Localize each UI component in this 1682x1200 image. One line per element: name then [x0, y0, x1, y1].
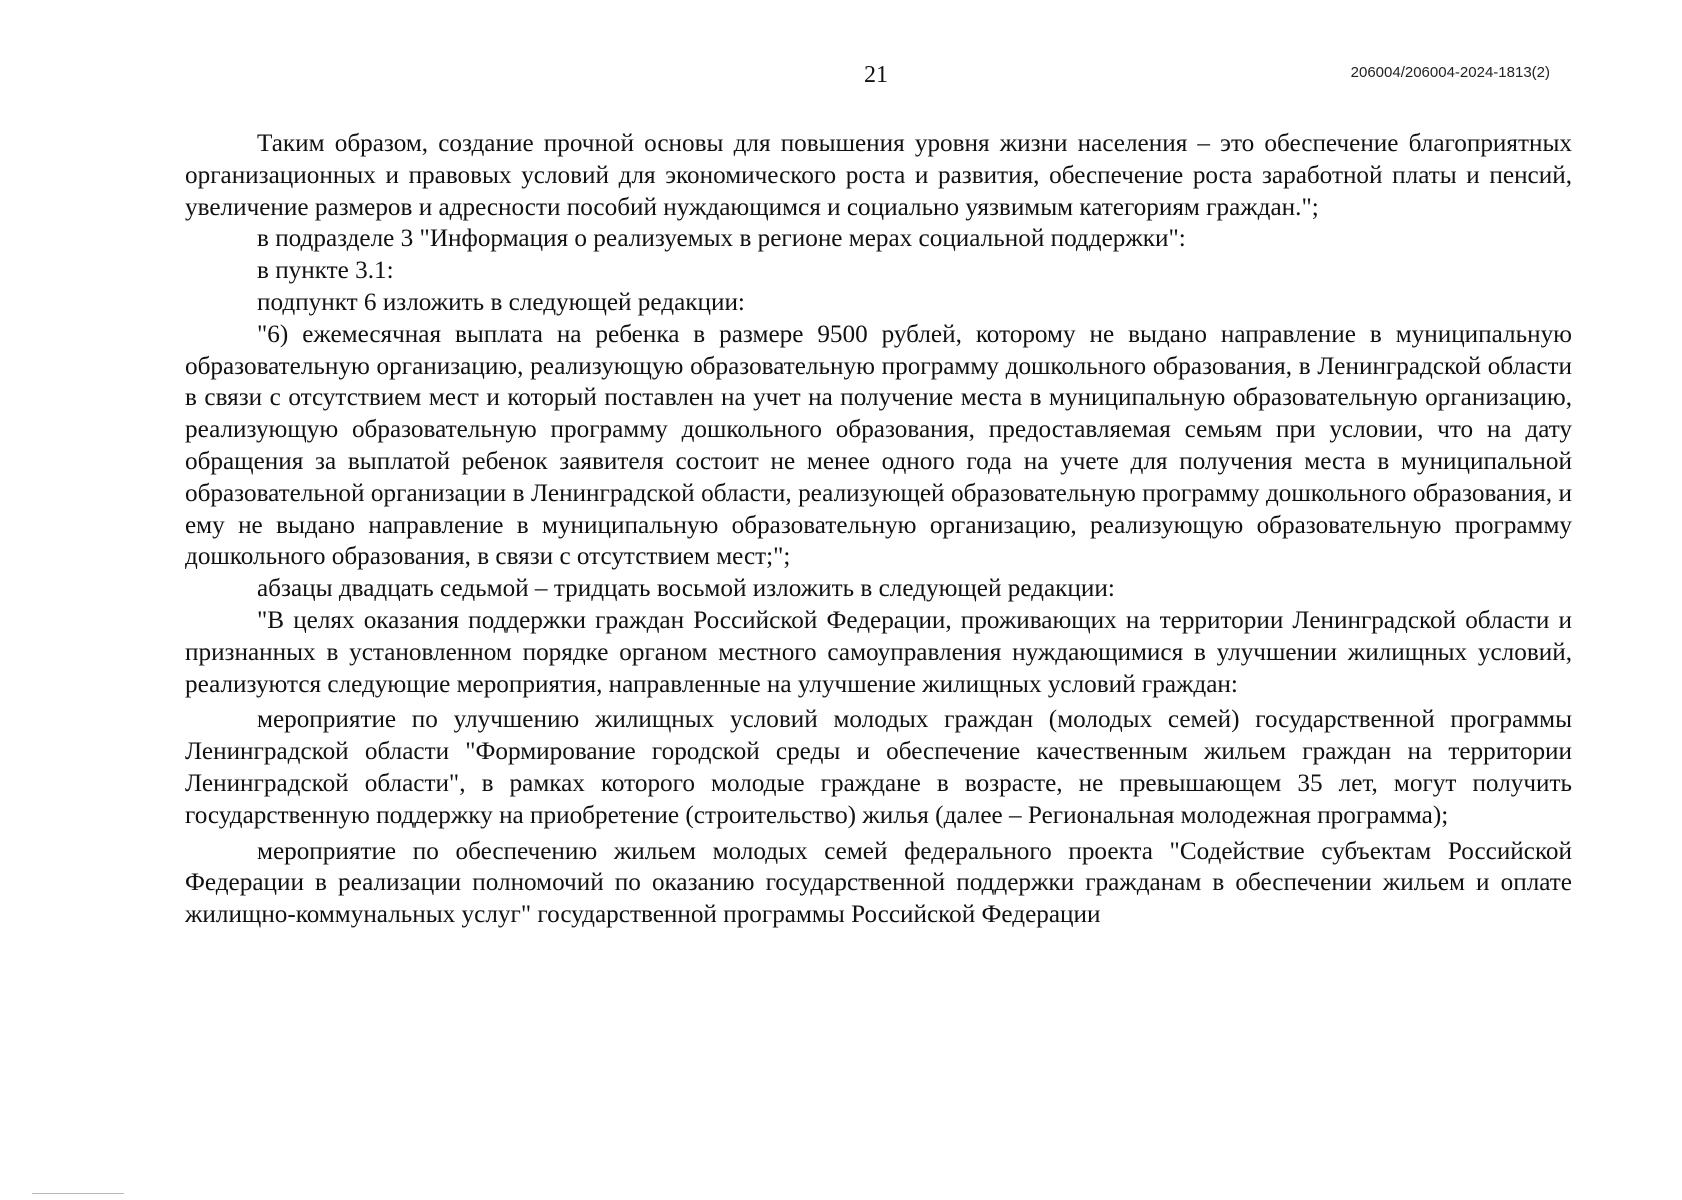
paragraph-federal-project: мероприятие по обеспечению жильем молодых семей федерального проекта "Содействие субъектам Российской Федерации в реализации полномочий по оказанию государственной поддержки гражданам в обеспечении жильем и оплате жилищно-коммунальных услуг" государственной программы Российской Федерации — [185, 837, 1572, 929]
paragraph-housing-support: "В целях оказания поддержки граждан Российской Федерации, проживающих на территории Ленинградской области и признанных в установленном порядке органом местного самоуправления нуждающимися в улучшении жилищных условий, реализуются следующие мероприятия, направленные на улучшение жилищных условий граждан: — [185, 606, 1572, 698]
scan-edge-mark — [32, 1193, 124, 1194]
paragraph-subsection-3: в подразделе 3 "Информация о реализуемых в регионе мерах социальной поддержки": — [257, 225, 1186, 253]
paragraph-item-3-1: в пункте 3.1: — [257, 257, 394, 285]
paragraph-subitem-6-intro: подпункт 6 изложить в следующей редакции: — [257, 288, 745, 316]
document-registration-code: 206004/206004-2024-1813(2) — [1350, 64, 1550, 81]
page-number: 21 — [864, 62, 888, 88]
paragraph-regional-youth-program: мероприятие по улучшению жилищных условий молодых граждан (молодых семей) государственной программы Ленинградской области "Формирование городской среды и обеспечение качественным жильем граждан на территории Ленинградской области", в рамках которого молодые граждане в возрасте, не превышающем 35 лет, могут получить государственную поддержку на приобретение (строительство) жилья (далее – Региональная молодежная программа); — [185, 706, 1572, 829]
paragraph-abzatsy-27-38: абзацы двадцать седьмой – тридцать восьмой изложить в следующей редакции: — [257, 575, 1115, 603]
paragraph-living-standards: Таким образом, создание прочной основы для повышения уровня жизни населения – это обеспечение благоприятных организационных и правовых условий для экономического роста и развития, обеспечение роста заработной платы и пенсий, увеличение размеров и адресности пособий нуждающимся и социально уязвимым категориям граждан."; — [185, 130, 1572, 221]
paragraph-subitem-6-text: "6) ежемесячная выплата на ребенка в размере 9500 рублей, которому не выдано направление в муниципальную образовательную организацию, реализующую образовательную программу дошкольного образования, в Ленинградской области в связи с отсутствием мест и который поставлен на учет на получение места в муниципальную образовательную организацию, реализующую образовательную программу дошкольного образования, предоставляемая семьям при условии, что на дату обращения за выплатой ребенок заявителя состоит не менее одного года на учете для получения места в муниципальной образовательной организации в Ленинградской области, реализующей образовательную программу дошкольного образования, и ему не выдано направление в муниципальную образовательную организацию, реализующую образовательную программу дошкольного образования, в связи с отсутствием мест;"; — [185, 320, 1572, 571]
document-body — [185, 128, 1572, 931]
